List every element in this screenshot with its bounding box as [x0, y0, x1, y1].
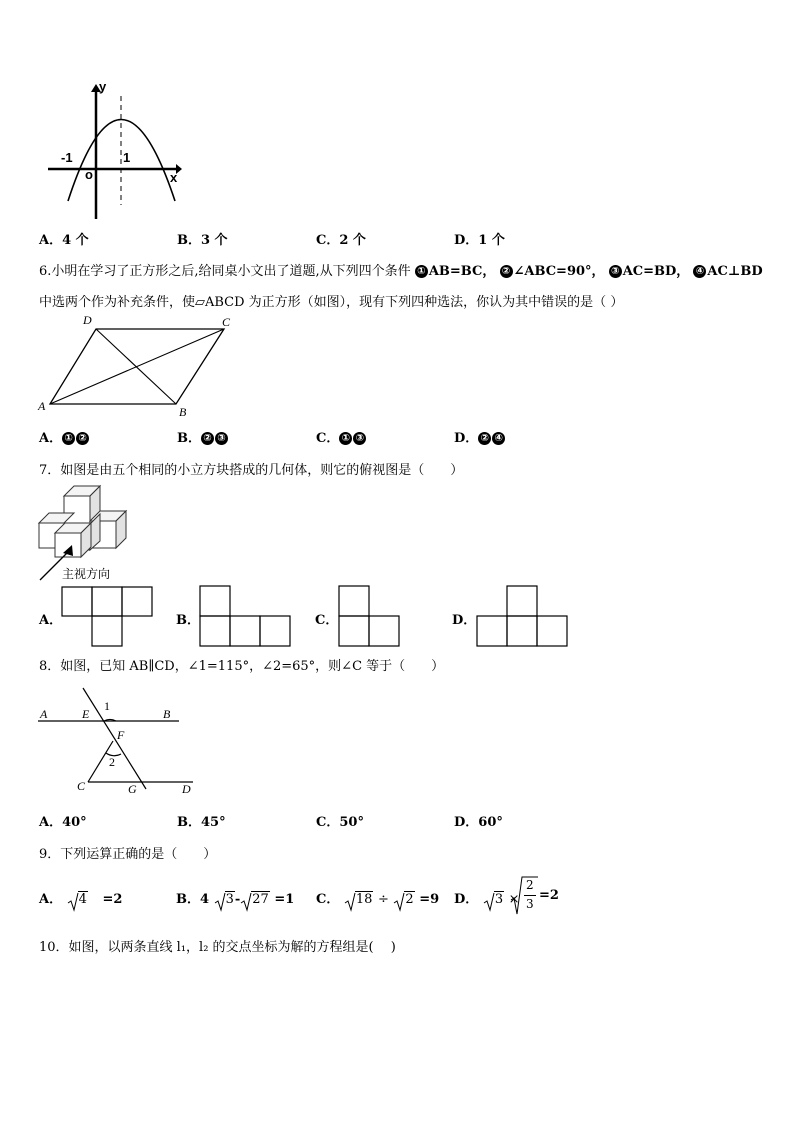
q5-one-label: 1 — [123, 150, 131, 165]
q8-label-1: 1 — [104, 699, 110, 713]
q9-d-result: =2 — [539, 888, 559, 903]
q6-cond3: AC=BD， — [622, 264, 690, 279]
q10-question: 10．如图，以两条直线 l₁，l₂ 的交点坐标为解的方程组是( ) — [39, 940, 396, 955]
q8-label-g: G — [128, 782, 137, 796]
q9-option-c[interactable]: C． 18 ÷ 2 =9 — [316, 888, 439, 907]
q8-option-a[interactable]: A．40° — [39, 815, 87, 830]
q6-cond2-mark: ② — [500, 265, 513, 278]
q6-cond1-mark: ① — [415, 265, 428, 278]
q8-label-c: C — [77, 779, 86, 793]
q6-option-a-mark2: ② — [76, 432, 89, 445]
q8-label-f: F — [117, 728, 125, 742]
q9-d-fraction-bar — [524, 895, 536, 896]
q5-option-b[interactable]: B．3 个 — [177, 233, 228, 248]
q9-d-denominator: 3 — [526, 897, 534, 911]
q6-option-b[interactable]: B． ② ③ — [177, 427, 229, 446]
q9-b-sqrt2: 27 — [240, 892, 270, 907]
q5-option-d[interactable]: D．1 个 — [454, 233, 505, 248]
q8-option-d[interactable]: D．60° — [454, 815, 503, 830]
q6-cond3-mark: ③ — [609, 265, 622, 278]
q7-question: 7．如图是由五个相同的小立方块搭成的几何体，则它的俯视图是（ ） — [39, 463, 464, 478]
q6-label-a: A — [38, 399, 46, 413]
q8-option-c[interactable]: C．50° — [316, 815, 364, 830]
q9-c-sqrt2: 2 — [393, 892, 414, 907]
q6-option-d-mark1: ② — [478, 432, 491, 445]
q6-option-c-mark1: ① — [339, 432, 352, 445]
q6-option-d-mark2: ④ — [492, 432, 505, 445]
q9-a-sqrt: 4 — [67, 892, 88, 907]
q9-option-d[interactable]: D． 3 × — [454, 888, 520, 907]
q8-option-b[interactable]: B．45° — [177, 815, 226, 830]
q8-label-d: D — [182, 782, 191, 796]
q5-option-c[interactable]: C．2 个 — [316, 233, 366, 248]
q6-option-c-mark2: ③ — [353, 432, 366, 445]
q7-option-a-letter[interactable]: A． — [39, 613, 63, 628]
q6-option-b-mark1: ② — [201, 432, 214, 445]
q6-option-b-mark2: ③ — [215, 432, 228, 445]
q8-label-2: 2 — [109, 755, 115, 769]
q5-y-label: y — [99, 79, 107, 94]
q8-label-b: B — [163, 707, 171, 721]
q9-b-sqrt1: 3 — [214, 892, 235, 907]
q8-question: 8．如图，已知 AB∥CD，∠1=115°，∠2=65°，则∠C 等于（ ） — [39, 659, 445, 674]
q7-option-d-letter[interactable]: D． — [452, 613, 477, 628]
q6-option-a-mark1: ① — [62, 432, 75, 445]
q9-d-sqrt1: 3 — [483, 892, 504, 907]
q9-option-b[interactable]: B．4 3- 27 =1 — [176, 888, 294, 907]
q5-neg1-label: -1 — [61, 150, 73, 165]
q8-label-e: E — [82, 707, 90, 721]
q5-x-label: x — [170, 170, 178, 185]
q6-label-d: D — [83, 313, 92, 327]
q9-question: 9．下列运算正确的是（ ） — [39, 847, 217, 862]
q6-stem: 6.小明在学习了正方形之后,给同桌小文出了道题,从下列四个条件 — [39, 264, 411, 279]
q6-cond1: AB=BC， — [428, 264, 496, 279]
q6-cond4-mark: ④ — [693, 265, 706, 278]
q6-label-b: B — [179, 405, 187, 419]
q6-cond4: AC⊥BD — [707, 264, 763, 279]
q9-c-sqrt1: 18 — [344, 892, 374, 907]
q6-question-line2: 中选两个作为补充条件，使▱ABCD 为正方形（如图），现有下列四种选法，你认为其中错误的是（ ） — [39, 295, 624, 310]
q7-direction-label: 主视方向 — [62, 567, 111, 581]
q6-option-c[interactable]: C． ① ③ — [316, 427, 367, 446]
q9-d-sqrt-fraction — [510, 876, 538, 916]
q9-option-a[interactable]: A． 4 =2 — [39, 888, 122, 907]
q6-cond2: ∠ABC=90°， — [513, 264, 605, 279]
q8-label-a: A — [40, 707, 48, 721]
q7-option-b-letter[interactable]: B． — [176, 613, 200, 628]
q5-option-a[interactable]: A．4 个 — [39, 233, 89, 248]
q7-option-c-letter[interactable]: C． — [315, 613, 339, 628]
q6-option-a[interactable]: A． ① ② — [39, 427, 90, 446]
q9-d-numerator: 2 — [526, 878, 534, 892]
q6-label-c: C — [222, 315, 231, 329]
q5-origin-label: o — [85, 167, 93, 182]
q6-option-d[interactable]: D． ② ④ — [454, 427, 506, 446]
